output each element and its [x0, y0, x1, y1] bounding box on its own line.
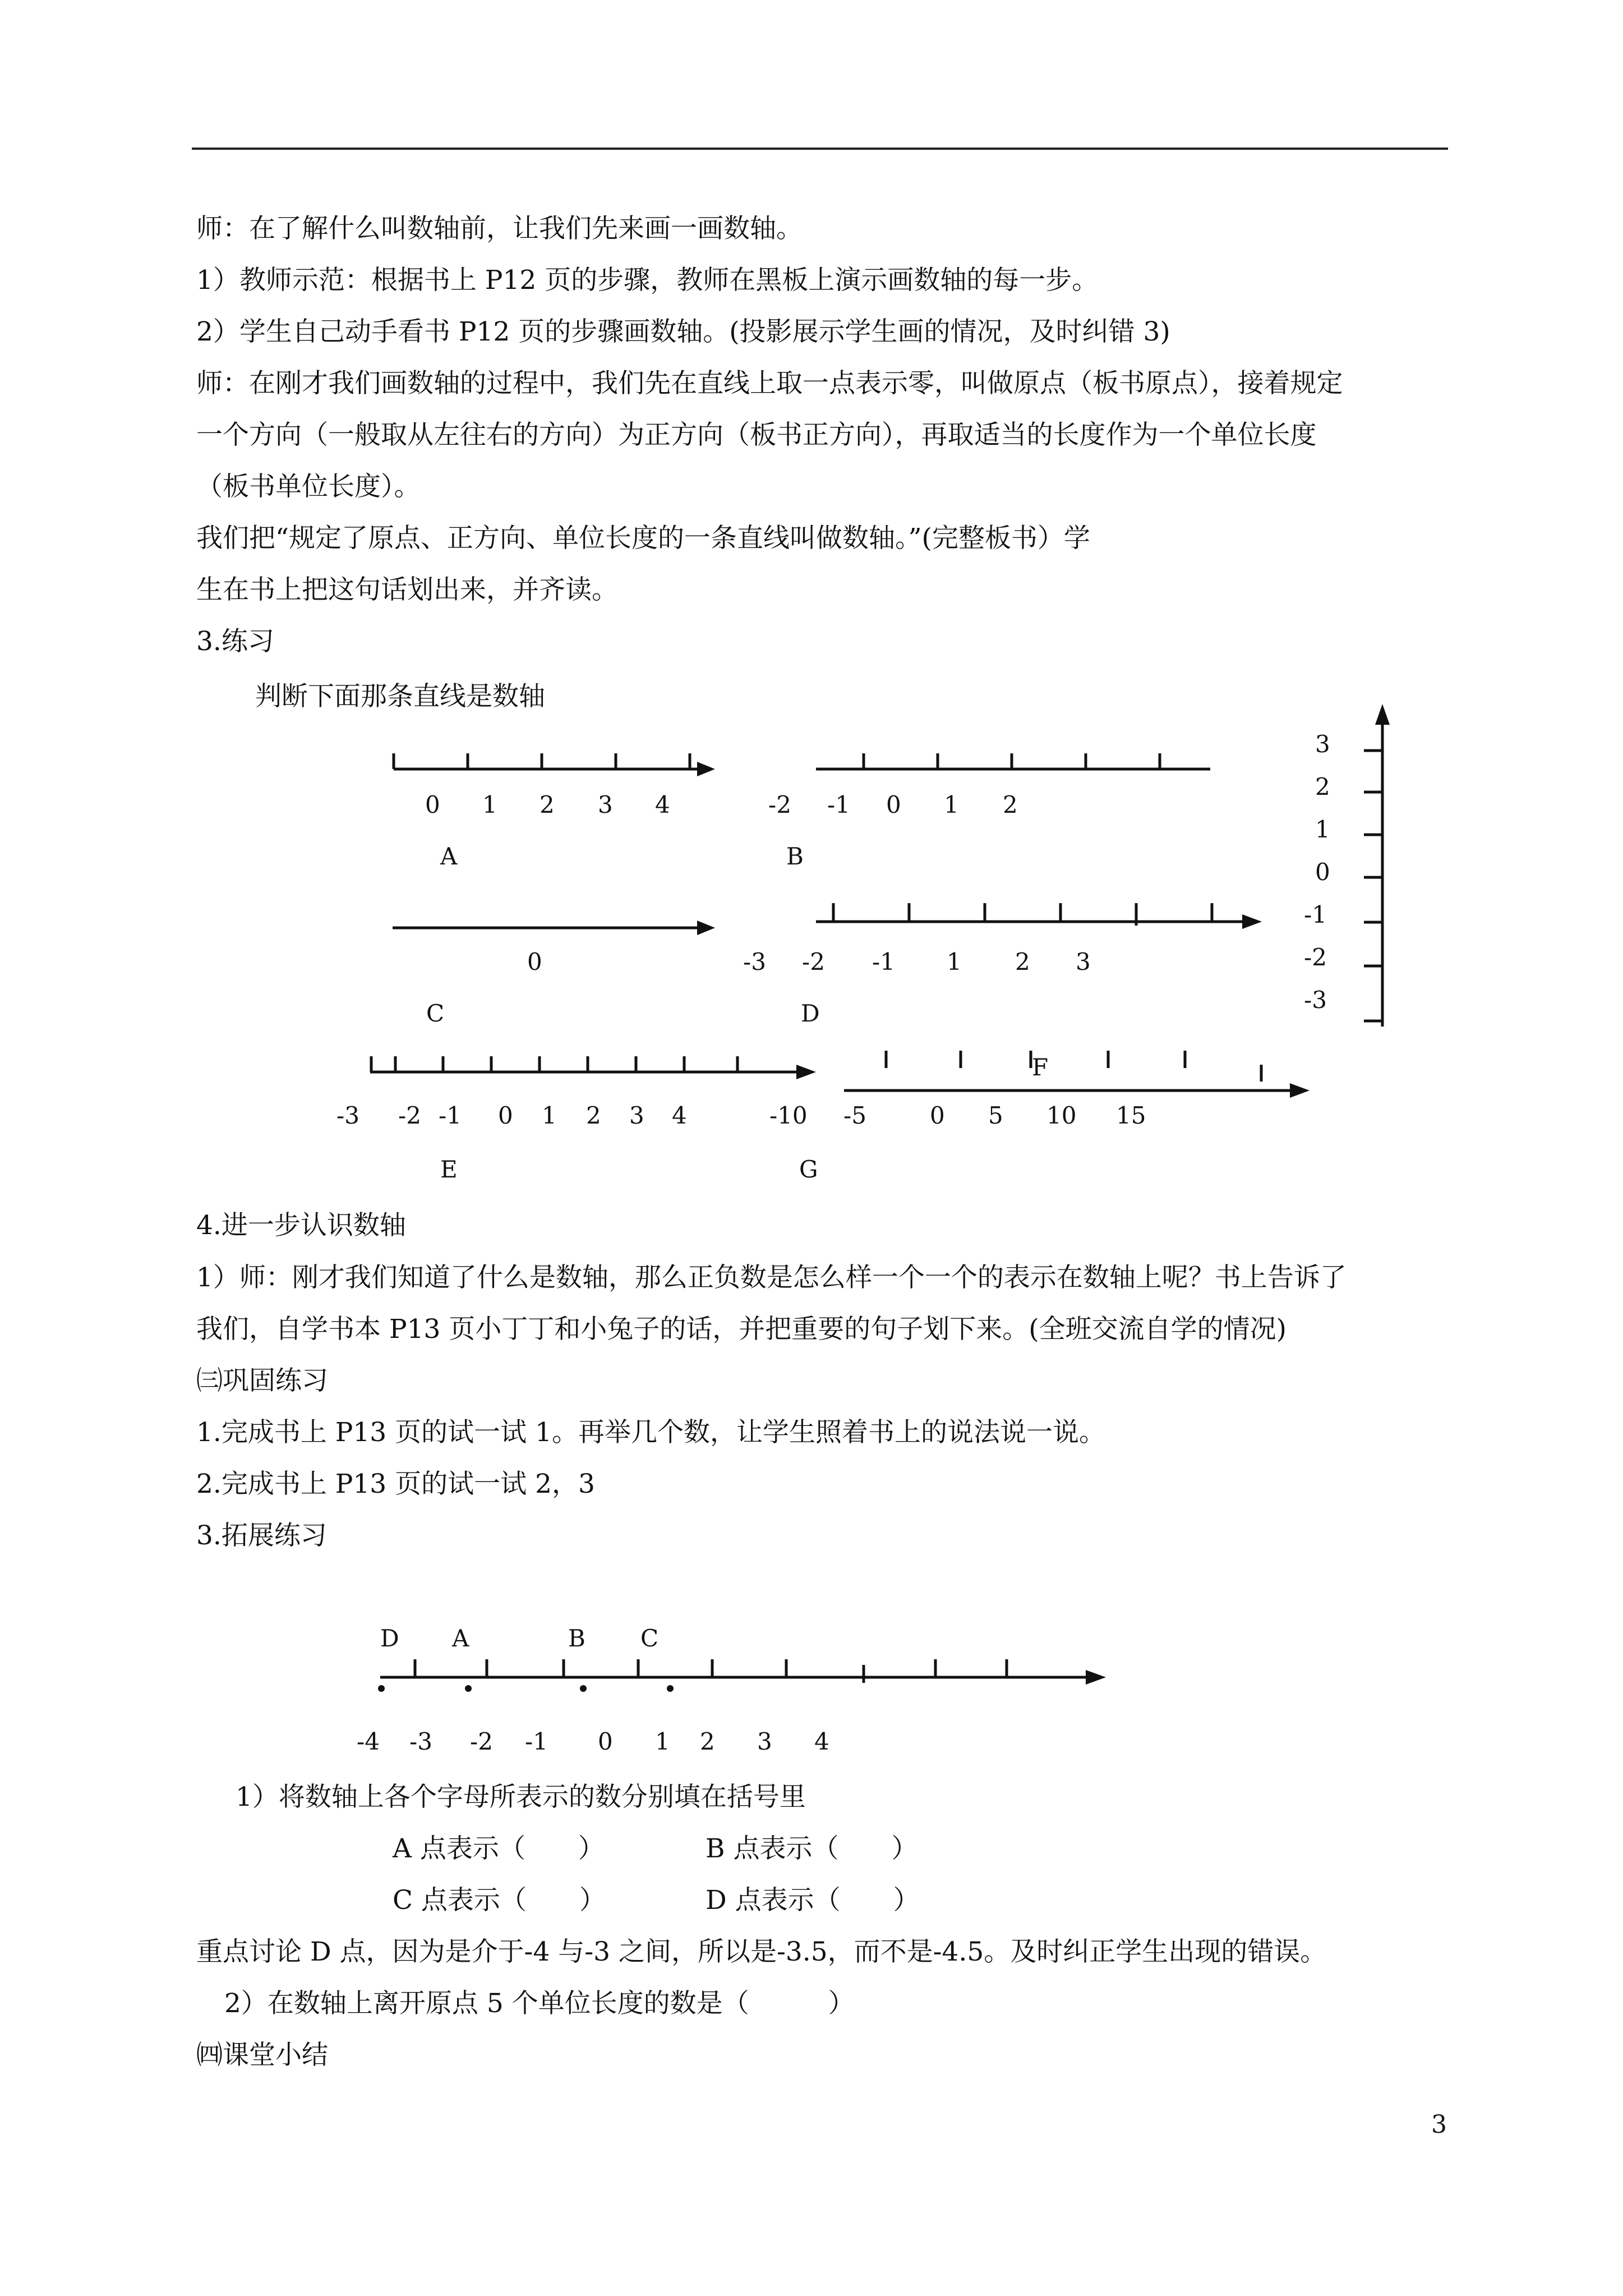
- tick-label: 2: [540, 791, 555, 818]
- tick-label: -1: [1304, 901, 1327, 928]
- paragraph-line: 2.完成书上 P13 页的试一试 2，3: [196, 1469, 595, 1499]
- paragraph-line: 师：在刚才我们画数轴的过程中，我们先在直线上取一点表示零，叫做原点（板书原点），接着规定: [196, 368, 1343, 399]
- tick-label: 2: [586, 1102, 601, 1129]
- section-heading: 3.练习: [196, 626, 274, 657]
- page-number: 3: [1431, 2110, 1447, 2139]
- tick-label: 1: [542, 1102, 557, 1129]
- point-label: C: [640, 1625, 659, 1652]
- tick-label: -2: [768, 791, 791, 818]
- answer-blank: C 点表示（ ）: [393, 1885, 606, 1916]
- paragraph-line: 重点讨论 D 点，因为是介于-4 与-3 之间，所以是-3.5，而不是-4.5。及时纠正学生出现的错误。: [196, 1936, 1327, 1967]
- tick-label: 3: [1315, 730, 1330, 758]
- tick-label: -2: [802, 948, 825, 976]
- tick-label: 2: [1315, 773, 1330, 800]
- tick-label: -1: [525, 1728, 548, 1755]
- tick-label: 3: [598, 791, 613, 818]
- section-heading: 3.拓展练习: [196, 1520, 327, 1551]
- answer-blank: B 点表示（ ）: [706, 1833, 918, 1864]
- tick-label: 2: [1003, 791, 1018, 818]
- tick-label: 5: [988, 1102, 1003, 1129]
- tick-label: 0: [1315, 858, 1330, 886]
- axis-letter: A: [440, 843, 458, 870]
- tick-label: 10: [1046, 1102, 1077, 1129]
- paragraph-line: 生在书上把这句话划出来，并齐读。: [196, 574, 618, 605]
- tick-label: -3: [409, 1728, 432, 1755]
- tick-label: -4: [357, 1728, 380, 1755]
- tick-label: 15: [1116, 1102, 1146, 1129]
- tick-label: 2: [1015, 948, 1030, 976]
- tick-label: -3: [336, 1102, 359, 1129]
- point-label: D: [380, 1625, 399, 1652]
- axis-letter: C: [426, 1000, 445, 1027]
- tick-label: 0: [598, 1728, 613, 1755]
- tick-label: 3: [629, 1102, 644, 1129]
- paragraph-line: （板书单位长度）。: [196, 471, 421, 502]
- tick-label: -1: [872, 948, 895, 976]
- paragraph-line: 1）师：刚才我们知道了什么是数轴，那么正负数是怎么样一个一个的表示在数轴上呢？书上告诉了: [196, 1262, 1347, 1293]
- tick-label: -2: [470, 1728, 493, 1755]
- tick-label: 1: [482, 791, 497, 818]
- tick-label: 4: [655, 791, 670, 818]
- tick-label: 0: [527, 948, 542, 976]
- tick-label: 3: [757, 1728, 772, 1755]
- tick-label: -10: [769, 1102, 808, 1129]
- paragraph-line: 1）教师示范：根据书上 P12 页的步骤，教师在黑板上演示画数轴的每一步。: [196, 265, 1099, 296]
- paragraph-line: 一个方向（一般取从左往右的方向）为正方向（板书正方向），再取适当的长度作为一个单位长度: [196, 420, 1317, 450]
- axis-letter: E: [440, 1156, 458, 1183]
- section-heading: ㈢巩固练习: [196, 1365, 328, 1396]
- tick-label: 1: [947, 948, 962, 976]
- section-heading: ㈣课堂小结: [196, 2040, 328, 2070]
- tick-label: -1: [827, 791, 850, 818]
- answer-blank: D 点表示（ ）: [706, 1885, 920, 1916]
- tick-label: 1: [1315, 816, 1330, 843]
- tick-label: 3: [1076, 948, 1091, 976]
- tick-label: 0: [886, 791, 901, 818]
- tick-label: -5: [843, 1102, 866, 1129]
- tick-label: -1: [439, 1102, 462, 1129]
- paragraph-line: 师：在了解什么叫数轴前，让我们先来画一画数轴。: [196, 213, 803, 244]
- axis-letter: B: [786, 843, 804, 870]
- tick-label: 1: [655, 1728, 670, 1755]
- paragraph-line: 1.完成书上 P13 页的试一试 1。再举几个数，让学生照着书上的说法说一说。: [196, 1417, 1105, 1448]
- tick-label: 0: [930, 1102, 945, 1129]
- axis-letter: F: [1032, 1053, 1049, 1081]
- tick-label: -2: [1304, 944, 1327, 971]
- tick-label: -2: [398, 1102, 421, 1129]
- section-heading: 4.进一步认识数轴: [196, 1210, 406, 1241]
- tick-label: 4: [814, 1728, 829, 1755]
- tick-label: -3: [1304, 986, 1327, 1014]
- exercise-question: 1）将数轴上各个字母所表示的数分别填在括号里: [236, 1782, 806, 1812]
- tick-label: 1: [944, 791, 959, 818]
- axis-letter: D: [801, 1000, 820, 1027]
- tick-label: 2: [700, 1728, 715, 1755]
- answer-blank: A 点表示（ ）: [393, 1833, 605, 1864]
- tick-label: 4: [672, 1102, 687, 1129]
- axis-letter: G: [799, 1156, 818, 1183]
- paragraph-line: 2）学生自己动手看书 P12 页的步骤画数轴。(投影展示学生画的情况，及时纠错 3): [196, 316, 1170, 347]
- exercise-prompt: 判断下面那条直线是数轴: [255, 681, 545, 712]
- point-label: A: [452, 1625, 469, 1652]
- tick-label: 0: [425, 791, 440, 818]
- tick-label: 0: [498, 1102, 513, 1129]
- paragraph-line: 我们，自学书本 P13 页小丁丁和小兔子的话，并把重要的句子划下来。(全班交流自学的情况): [196, 1314, 1287, 1345]
- exercise-question: 2）在数轴上离开原点 5 个单位长度的数是（ ）: [224, 1988, 855, 2019]
- tick-label: -3: [743, 948, 766, 976]
- point-label: B: [568, 1625, 585, 1652]
- paragraph-line: 我们把“规定了原点、正方向、单位长度的一条直线叫做数轴。”(完整板书）学: [196, 523, 1090, 554]
